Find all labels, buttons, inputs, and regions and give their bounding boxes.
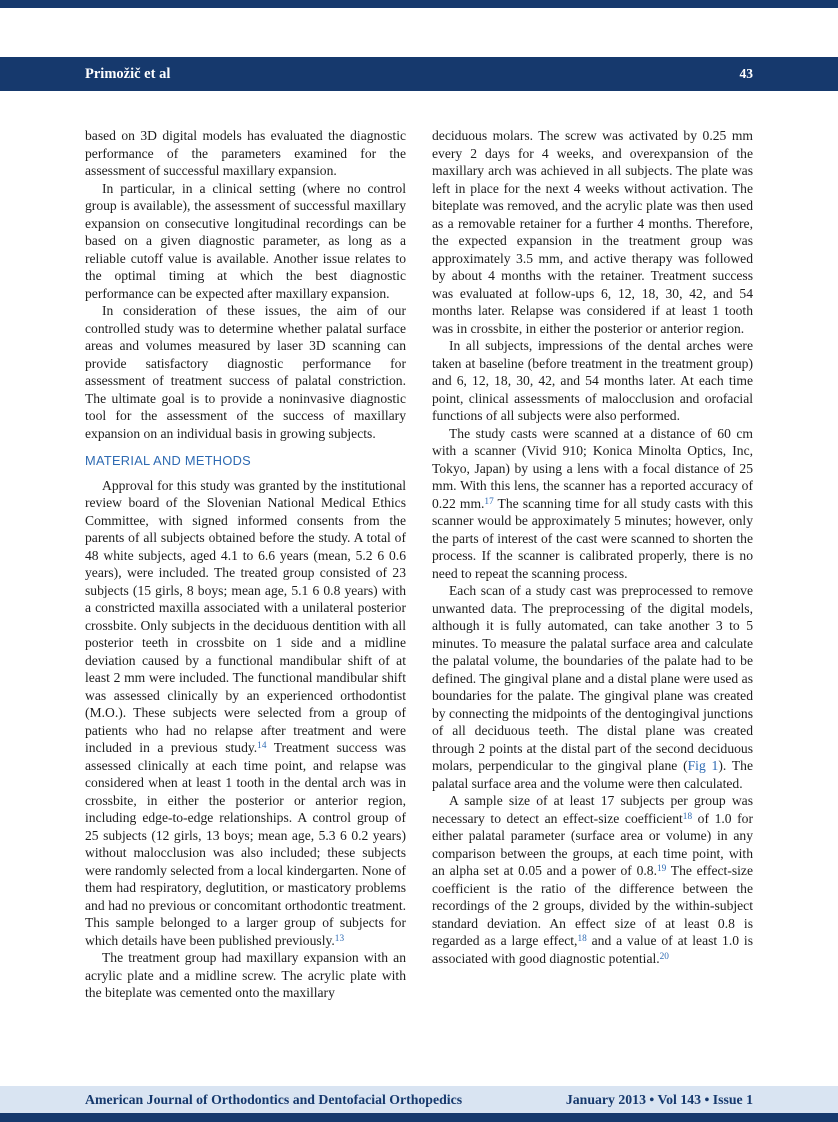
top-edge-bar (0, 0, 838, 8)
reference-superscript[interactable]: 14 (257, 741, 267, 751)
page-footer (0, 1086, 838, 1122)
paragraph: The study casts were scanned at a distance of 60 cm with a scanner (Vivid 910; Konica Minolta Optics, Inc, Tokyo, Japan) by using a lens with a focal distance of 25 mm. With this lens, the scanner has a reported accuracy of 0.22 mm.$^{17}$ The scanning time for all study casts with this scanner would be approximately 5 minutes; however, only the parts of interest of the cast were scanned to shorten the process. If the scanner is calibrated properly, there is no need to repeat the scanning process. (432, 425, 753, 581)
reference-superscript[interactable]: 20 (659, 951, 669, 962)
reference-superscript[interactable]: 13 (334, 933, 345, 944)
page-header (0, 57, 838, 91)
figure-link[interactable]: Fig 1 (687, 758, 719, 773)
reference-superscript[interactable]: 18 (682, 811, 693, 822)
page-number: 43 (739, 66, 753, 81)
paragraph: deciduous molars. The screw was activated by 0.25 mm every 2 days for 4 weeks, and overexpansion of the maxillary arch was achieved in all subjects. The plate was left in place for the next 4 weeks without activation. The biteplate was removed, and the acrylic plate was then used as a removable retainer for a further 4 months. Therefore, the expected expansion in the treatment group was approximately 3.5 mm, and active therapy was followed by about 4 months with the retainer. Treatment success was evaluated at follow-ups 6, 12, 18, 30, 42, and 54 months later. Relapse was considered if at least 1 tooth was in crossbite, in either the posterior or anterior region. (432, 128, 753, 336)
section-heading: MATERIAL AND METHODS (85, 453, 251, 468)
paragraph: In consideration of these issues, the aim of our controlled study was to determine whether palatal surface areas and volumes measured by laser 3D scanning can provide satisfactory diagnostic performance for assessment of treatment success of palatal constriction. The ultimate goal is to provide a noninvasive diagnostic tool for the assessment of the success of maxillary expansion on an individual basis in growing subjects. (85, 303, 406, 441)
issue-info: January 2013 • Vol 143 • Issue 1 (565, 1091, 753, 1107)
paragraph: Approval for this study was granted by the institutional review board of the Slovenian National Medical Ethics Committee, with signed informed consents from the parents of all subjects obtained before the study. A total of 48 white subjects, aged 4.1 to 6.6 years (mean, 5.2 6 0.6 years), were included. The treated group consisted of 23 subjects (15 girls, 8 boys; mean age, 5.1 6 0.8 years) with a constricted maxilla associated with a unilateral posterior crossbite. Only subjects in the deciduous dentition with all posterior teeth in crossbite on 1 side and a midline deviation caused by a functional mandibular shift of at least 2 mm were included. The functional mandibular shift was assessed clinically by an experienced orthodontist (M.O.). These subjects were selected from a group of patients who had no relapse after treatment and were included in a previous study.$^{14}$ Treatment success was assessed clinically at each time point, and relapse was considered when at least 1 tooth in the dental arch was in crossbite, in either the posterior or anterior region, including edge-to-edge relationships. A control group of 25 subjects (12 girls, 13 boys; mean age, 5.3 6 0.2 years) without malocclusion was also included; these subjects were randomly selected from a local kindergarten. None of them had respiratory, deglutition, or masticatory problems and had no previous or concomitant orthodontic treatment. This sample belonged to a larger group of subjects for which details have been published previously.$^{13}$ (85, 477, 406, 948)
bottom-edge-bar (0, 1113, 838, 1122)
paragraph: The treatment group had maxillary expansion with an acrylic plate and a midline screw. The acrylic plate with the biteplate was cemented onto the maxillary (85, 950, 406, 1000)
paragraph: based on 3D digital models has evaluated the diagnostic performance of the parameters examined for the assessment of successful maxillary expansion. (85, 128, 406, 178)
paragraph: In particular, in a clinical setting (where no control group is available), the assessment of successful maxillary expansion on consecutive longitudinal recordings can be based on a given diagnostic parameter, as long as a reliable cutoff value is available. Another issue relates to the optimal timing at which the best diagnostic performance can be expected after maxillary expansion. (85, 180, 406, 301)
article-body (0, 127, 838, 1002)
paragraph: A sample size of at least 17 subjects per group was necessary to detect an effect-size coefficient$^{18}$ of 1.0 for either palatal parameter (surface area or volume) in any comparison between the groups, at each time point, with an alpha set at 0.05 and a power of 0.8.19 The effect-size coefficient is the ratio of the difference between the recordings of the 2 groups, divided by the within-subject standard deviation. An effect size of at least 0.8 is regarded as a large effect,$^{18}$ and a value of at least 1.0 is associated with good diagnostic potential.$^{20}$ (432, 793, 753, 966)
footer-band (0, 1086, 838, 1113)
paragraph: In all subjects, impressions of the dental arches were taken at baseline (before treatment in the treatment group) and 6, 12, 18, 30, 42, and 54 months later. At each time point, clinical assessments of malocclusion and orofacial functions of all subjects were also performed. (432, 338, 753, 423)
right-column (432, 127, 753, 1002)
reference-superscript[interactable]: 19 (656, 864, 667, 874)
reference-superscript[interactable]: 18 (577, 934, 587, 944)
running-head: Primožič et al (85, 65, 171, 82)
journal-title: American Journal of Orthodontics and Dentofacial Orthopedics (85, 1091, 463, 1107)
paragraph: Each scan of a study cast was preprocessed to remove unwanted data. The preprocessing of the digital models, although it is fully automated, can take another 3 to 5 minutes. To measure the palatal surface area and calculate the palatal volume, the boundaries of the palate had to be defined. The gingival plane and a distal plane were used as boundaries for the palate. The gingival plane was created by connecting the midpoints of the dentogingival junctions of all deciduous teeth. The distal plane was created through 2 points at the distal part of the second deciduous molars, perpendicular to the gingival plane (Fig 1). The palatal surface area and the volume were then calculated. (432, 583, 753, 791)
reference-superscript[interactable]: 17 (484, 496, 494, 507)
left-column (85, 127, 406, 1002)
